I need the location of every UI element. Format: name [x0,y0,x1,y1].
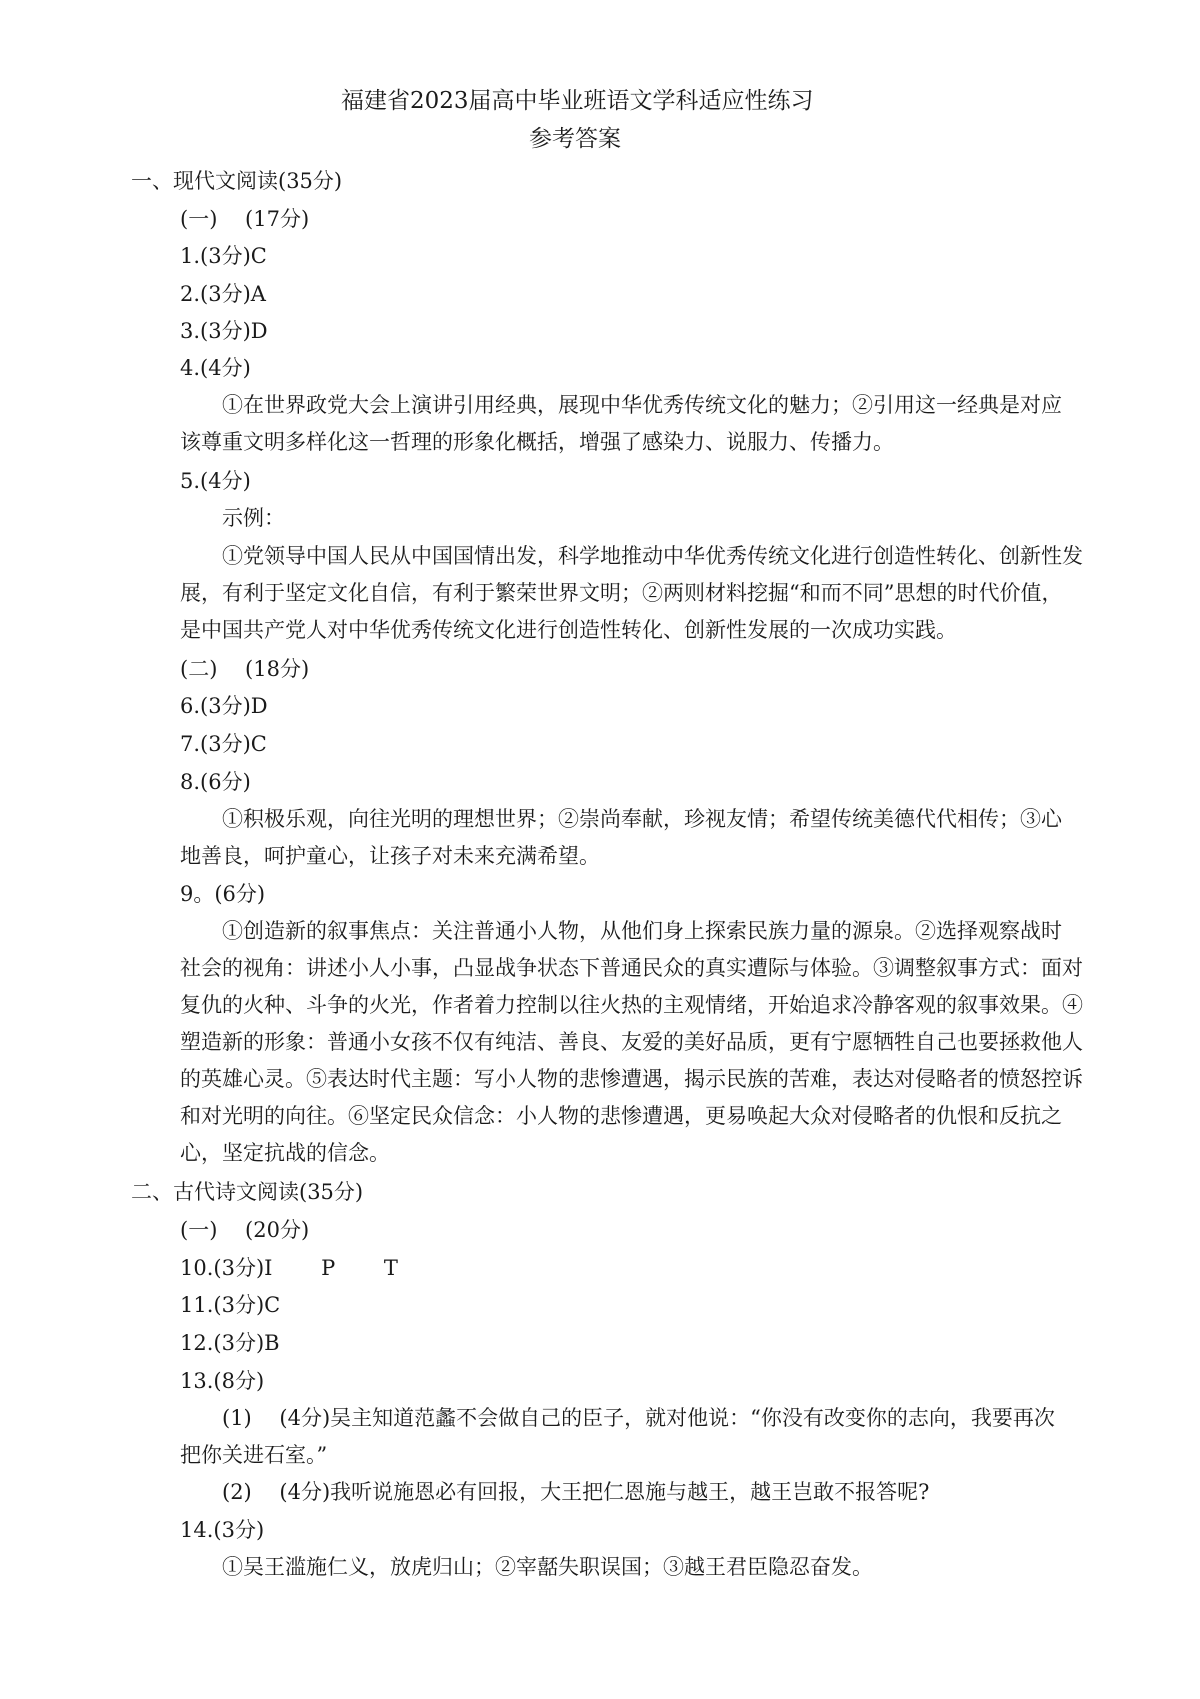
answer-line: 10.(3分)I P T [180,1256,398,1280]
answer-text: 是中国共产党人对中华优秀传统文化进行创造性转化、创新性发展的一次成功实践。 [180,618,957,642]
answer-line: 11.(3分)C [180,1293,281,1317]
answer-text: 复仇的火种、斗争的火光，作者着力控制以往火热的主观情绪，开始追求冷静客观的叙事效果。④ [180,993,1083,1017]
document-subtitle: 参考答案 [529,126,621,152]
answer-text: ①党领导中国人民从中国国情出发，科学地推动中华优秀传统文化进行创造性转化、创新性发 [222,544,1083,568]
answer-line: 2.(3分)A [180,282,266,306]
answer-line: 14.(3分) [180,1518,265,1542]
answer-text: 社会的视角：讲述小人小事，凸显战争状态下普通民众的真实遭际与体验。③调整叙事方式：面对 [180,956,1083,980]
answer-text: (2) (4分)我听说施恩必有回报，大王把仁恩施与越王，越王岂敢不报答呢? [222,1480,930,1504]
answer-text: ①吴王滥施仁义，放虎归山；②宰嚭失职误国；③越王君臣隐忍奋发。 [222,1555,873,1579]
subsection-heading: (二) (18分) [180,657,310,681]
answer-text: 心，坚定抗战的信念。 [180,1141,390,1165]
answer-line: 8.(6分) [180,770,251,794]
answer-text: ①创造新的叙事焦点：关注普通小人物，从他们身上探索民族力量的源泉。②选择观察战时 [222,919,1062,943]
subsection-heading: (一) (17分) [180,207,310,231]
answer-text: 把你关进石室。” [180,1443,328,1467]
answer-text: 和对光明的向往。⑥坚定民众信念：小人物的悲惨遭遇，更易唤起大众对侵略者的仇恨和反抗之 [180,1104,1062,1128]
answer-line: 5.(4分) [180,469,251,493]
section-heading-classical-reading: 二、古代诗文阅读(35分) [131,1180,364,1204]
answer-text: 塑造新的形象：普通小女孩不仅有纯洁、善良、友爱的美好品质，更有宁愿牺牲自己也要拯救他人 [180,1030,1083,1054]
answer-text: ①积极乐观，向往光明的理想世界；②崇尚奉献，珍视友情；希望传统美德代代相传；③心 [222,807,1062,831]
subsection-heading: (一) (20分) [180,1218,310,1242]
answer-line: 13.(8分) [180,1369,265,1393]
answer-text: 的英雄心灵。⑤表达时代主题：写小人物的悲惨遭遇，揭示民族的苦难，表达对侵略者的愤怒控诉 [180,1067,1083,1091]
answer-text: 展，有利于坚定文化自信，有利于繁荣世界文明；②两则材料挖掘“和而不同”思想的时代价值， [180,581,1063,605]
answer-text: 地善良，呵护童心，让孩子对未来充满希望。 [180,844,600,868]
answer-line: 3.(3分)D [180,319,268,343]
answer-line: 9。(6分) [180,882,266,906]
section-heading-modern-reading: 一、现代文阅读(35分) [131,169,343,193]
answer-line: 7.(3分)C [180,732,267,756]
answer-text: 该尊重文明多样化这一哲理的形象化概括，增强了感染力、说服力、传播力。 [180,430,894,454]
answer-line: 12.(3分)B [180,1331,280,1355]
document-title: 福建省2023届高中毕业班语文学科适应性练习 [341,88,814,114]
answer-text: 示例： [222,506,285,530]
answer-line: 4.(4分) [180,356,251,380]
answer-line: 6.(3分)D [180,694,268,718]
answer-line: 1.(3分)C [180,244,267,268]
answer-text: ①在世界政党大会上演讲引用经典，展现中华优秀传统文化的魅力；②引用这一经典是对应 [222,393,1062,417]
answer-text: (1) (4分)吴主知道范蠡不会做自己的臣子，就对他说：“你没有改变你的志向，我要再次 [222,1406,1055,1430]
